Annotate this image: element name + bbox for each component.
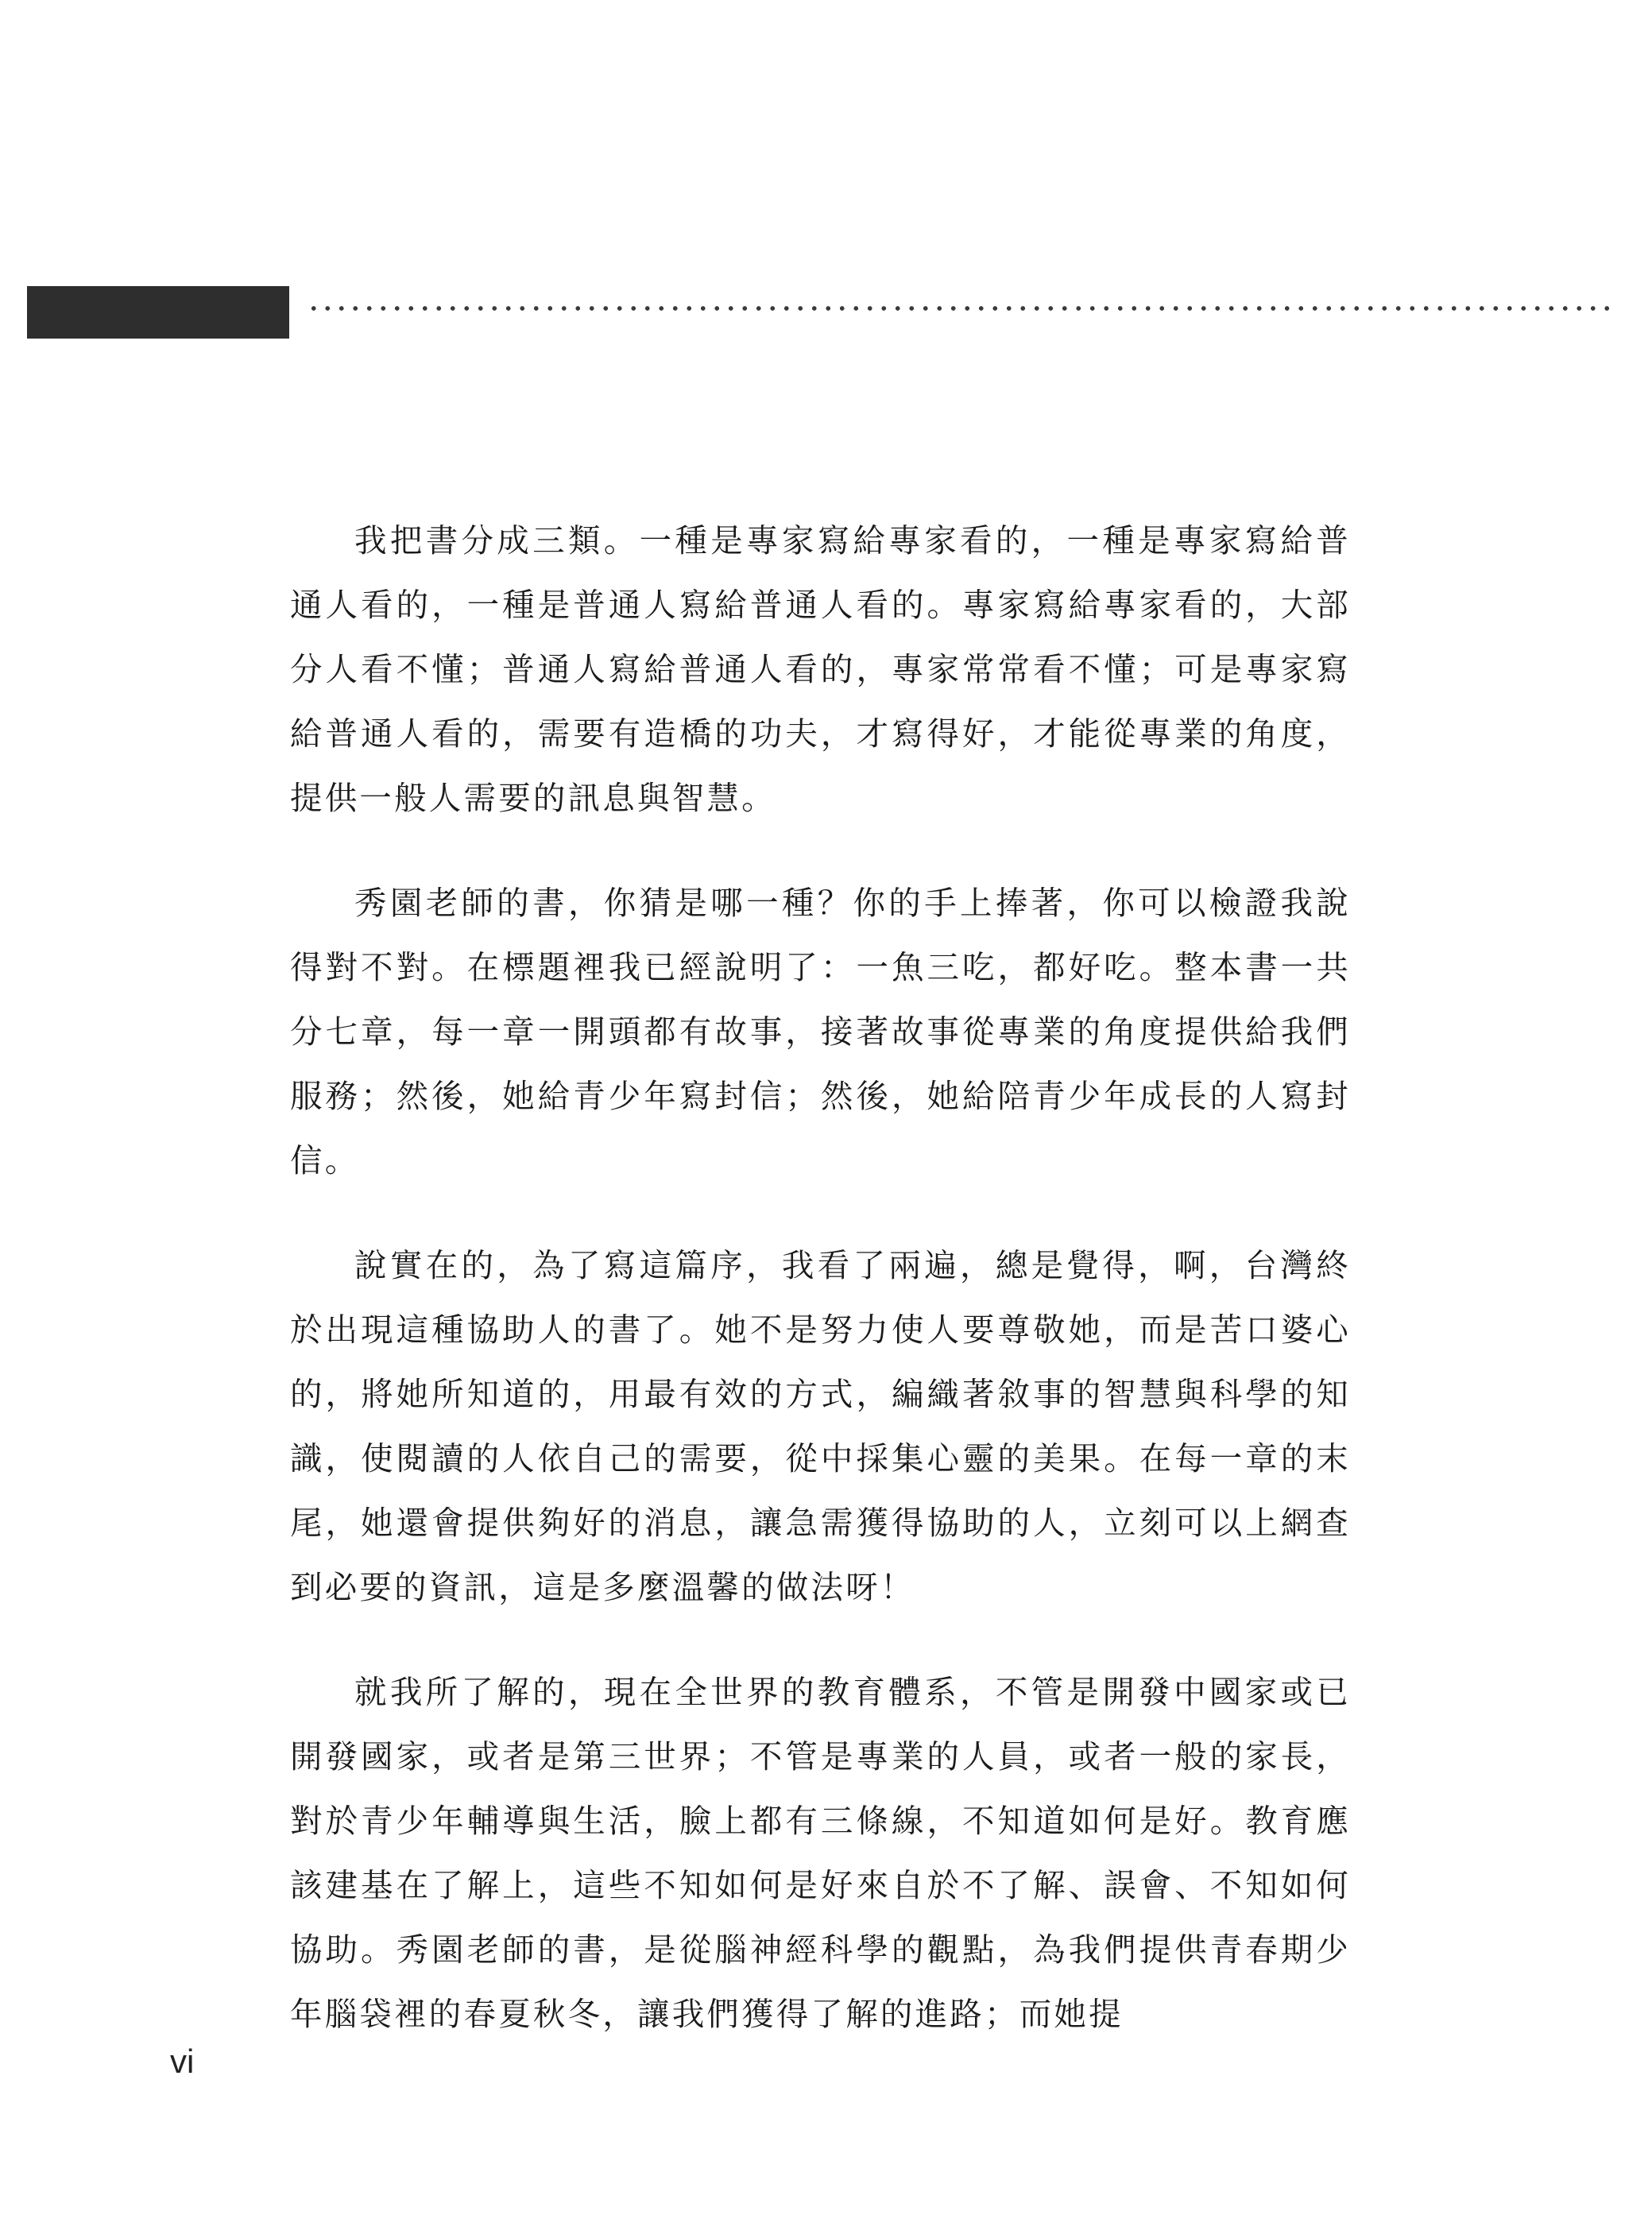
page-number: vi	[170, 2043, 195, 2080]
paragraph-4: 就我所了解的，現在全世界的教育體系，不管是開發中國家或已開發國家，或者是第三世界；不管是專業的人員，或者一般的家長，對於青少年輔導與生活，臉上都有三條線，不知道如何是好。教育應該建基在了解上，這些不知如何是好來自於不了解、誤會、不知如何協助。秀園老師的書，是從腦神經科學的觀點，為我們提供青春期少年腦袋裡的春夏秋冬，讓我們獲得了解的進路；而她提	[290, 1673, 1351, 2033]
body-text	[290, 509, 1351, 2087]
header-dotted-rule	[307, 305, 1610, 312]
header-bar	[27, 286, 289, 339]
paragraph-1: 我把書分成三類。一種是專家寫給專家看的，一種是專家寫給普通人看的，一種是普通人寫給普通人看的。專家寫給專家看的，大部分人看不懂；普通人寫給普通人看的，專家常常看不懂；可是專家寫給普通人看的，需要有造橋的功夫，才寫得好，才能從專業的角度，提供一般人需要的訊息與智慧。	[290, 521, 1351, 817]
paragraph-2: 秀園老師的書，你猜是哪一種？你的手上捧著，你可以檢證我說得對不對。在標題裡我已經說明了：一魚三吃，都好吃。整本書一共分七章，每一章一開頭都有故事，接著故事從專業的角度提供給我們服務；然後，她給青少年寫封信；然後，她給陪青少年成長的人寫封信。	[290, 884, 1351, 1179]
paragraph-3: 說實在的，為了寫這篇序，我看了兩遍，總是覺得，啊，台灣終於出現這種協助人的書了。她不是努力使人要尊敬她，而是苦口婆心的，將她所知道的，用最有效的方式，編織著敘事的智慧與科學的知識，使閱讀的人依自己的需要，從中採集心靈的美果。在每一章的末尾，她還會提供夠好的消息，讓急需獲得協助的人，立刻可以上網查到必要的資訊，這是多麼溫馨的做法呀！	[290, 1246, 1351, 1606]
